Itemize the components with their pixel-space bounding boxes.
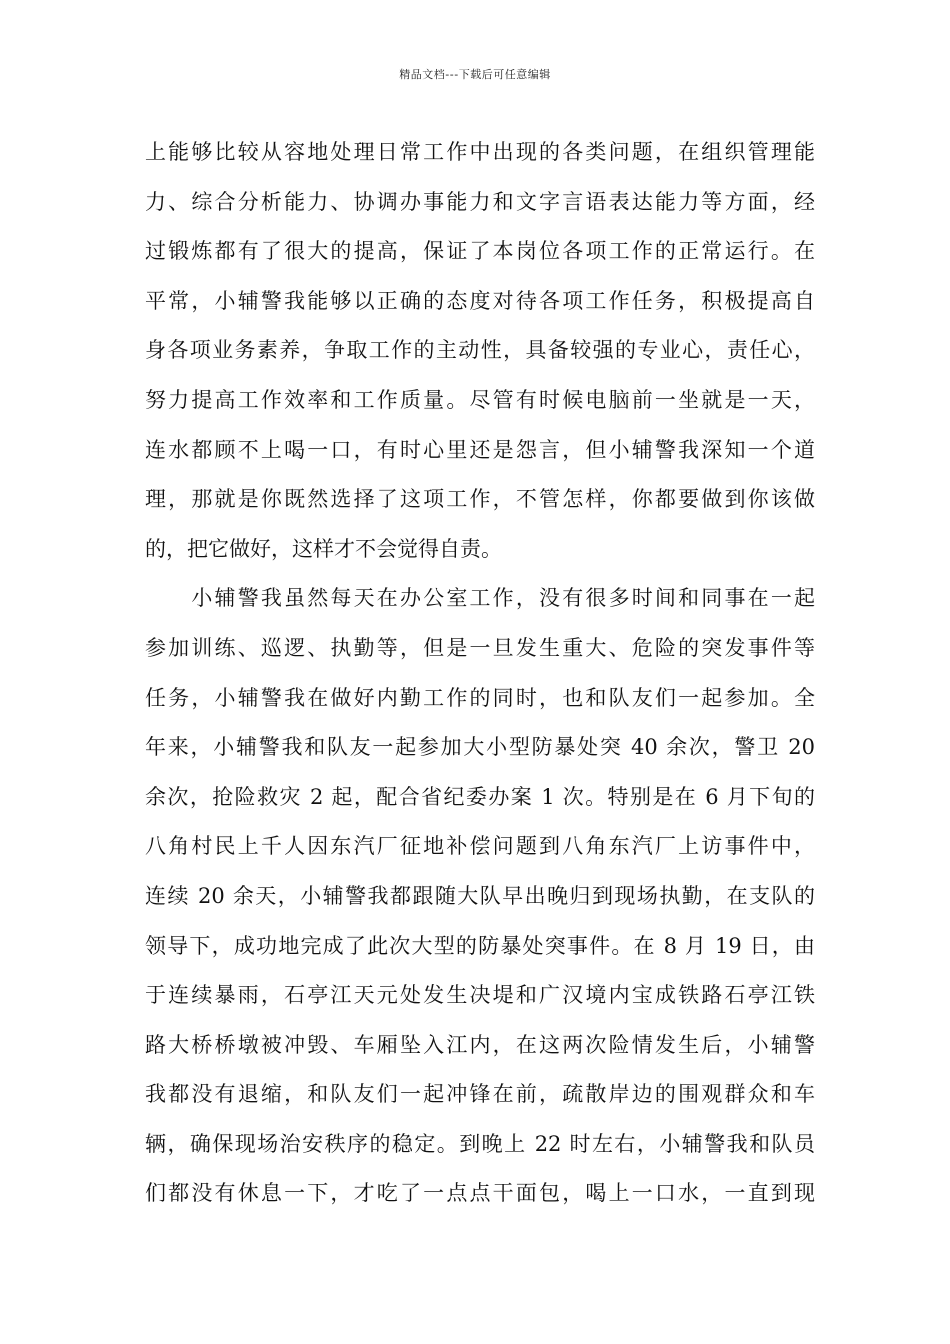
text-line: 参加训练、巡逻、执勤等，但是一旦发生重大、危险的突发事件等 — [145, 635, 815, 660]
text-line: 路大桥桥墩被冲毁、车厢坠入江内，在这两次险情发生后，小辅警 — [145, 1032, 815, 1057]
text-line: 努力提高工作效率和工作质量。尽管有时候电脑前一坐就是一天， — [145, 387, 815, 412]
text-line: 余次，抢险救灾 2 起，配合省纪委办案 1 次。特别是在 6 月下旬的 — [145, 784, 815, 809]
text-line: 理，那就是你既然选择了这项工作，不管怎样，你都要做到你该做 — [145, 487, 815, 512]
text-line: 身各项业务素养，争取工作的主动性，具备较强的专业心，责任心， — [145, 338, 815, 363]
page-header: 精品文档---下载后可任意编辑 — [399, 68, 551, 81]
text-line: 连续 20 余天，小辅警我都跟随大队早出晚归到现场执勤，在支队的 — [145, 883, 815, 908]
text-line: 辆，确保现场治安秩序的稳定。到晚上 22 时左右，小辅警我和队员 — [145, 1131, 815, 1156]
text-line: 过锻炼都有了很大的提高，保证了本岗位各项工作的正常运行。在 — [145, 239, 815, 264]
text-line: 上能够比较从容地处理日常工作中出现的各类问题，在组织管理能 — [145, 140, 815, 164]
body-text — [145, 128, 815, 1219]
text-line: 平常，小辅警我能够以正确的态度对待各项工作任务，积极提高自 — [145, 288, 815, 313]
text-line: 年来，小辅警我和队友一起参加大小型防暴处突 40 余次，警卫 20 — [145, 735, 815, 760]
text-line: 八角村民上千人因东汽厂征地补偿问题到八角东汽厂上访事件中， — [145, 834, 815, 859]
text-line: 的，把它做好，这样才不会觉得自责。 — [145, 536, 502, 561]
text-line: 力、综合分析能力、协调办事能力和文字言语表达能力等方面，经 — [145, 189, 815, 214]
text-line: 我都没有退缩，和队友们一起冲锋在前，疏散岸边的围观群众和车 — [145, 1082, 815, 1107]
text-line: 连水都顾不上喝一口，有时心里还是怨言，但小辅警我深知一个道 — [145, 437, 815, 462]
text-line: 们都没有休息一下，才吃了一点点干面包，喝上一口水，一直到现 — [145, 1181, 815, 1206]
text-line: 小辅警我虽然每天在办公室工作，没有很多时间和同事在一起 — [145, 586, 815, 611]
text-line: 于连续暴雨，石亭江天元处发生决堤和广汉境内宝成铁路石亭江铁 — [145, 983, 815, 1008]
text-line: 领导下，成功地完成了此次大型的防暴处突事件。在 8 月 19 日，由 — [145, 933, 815, 958]
text-line: 任务，小辅警我在做好内勤工作的同时，也和队友们一起参加。全 — [145, 685, 815, 710]
